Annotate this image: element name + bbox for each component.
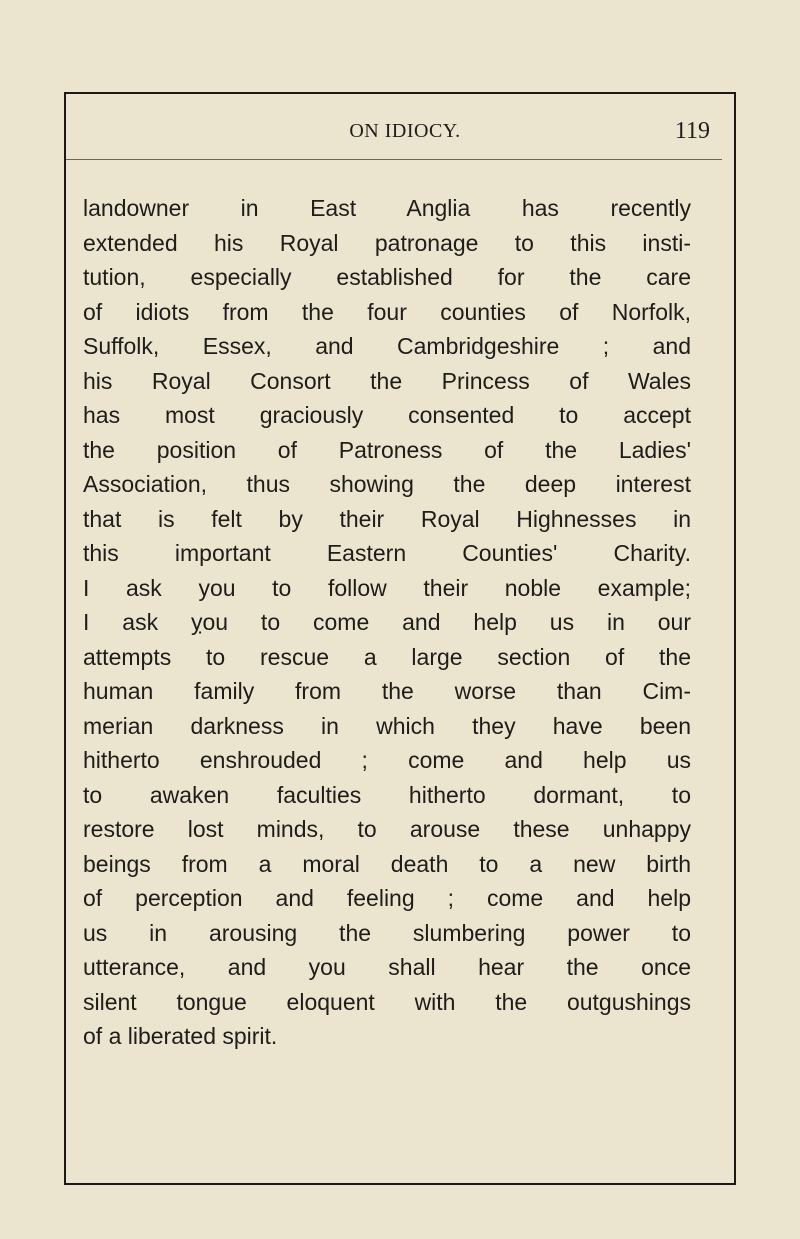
text-line: hitherto enshrouded ; come and help us	[83, 747, 691, 773]
header-divider	[66, 159, 722, 160]
text-line: of idiots from the four counties of Norfolk,	[83, 298, 691, 325]
text-line: Suffolk, Essex, and Cambridgeshire ; and	[83, 333, 691, 359]
text-line: utterance, and you shall hear the once	[83, 954, 691, 980]
text-line: merian darkness in which they have been	[83, 712, 691, 739]
page-border-right	[734, 92, 736, 1185]
page-border-bottom	[64, 1183, 736, 1185]
page-number: 119	[674, 118, 710, 144]
text-line: of a liberated spirit.	[83, 1023, 278, 1049]
text-line: restore lost minds, to arouse these unhappy	[83, 816, 691, 842]
text-line: silent tongue eloquent with the outgushings	[83, 988, 691, 1015]
body-text	[83, 191, 691, 1054]
text-line: his Royal Consort the Princess of Wales	[83, 367, 691, 394]
text-line: landowner in East Anglia has recently	[83, 195, 691, 221]
text-line: that is felt by their Royal Highnesses in	[83, 505, 691, 532]
text-line: has most graciously consented to accept	[83, 402, 691, 428]
page-header	[100, 117, 710, 145]
text-line: beings from a moral death to a new birth	[83, 850, 691, 877]
text-line: I ask ỵou to come and help us in our	[83, 609, 691, 635]
text-line: Association, thus showing the deep interest	[83, 471, 691, 497]
running-head: ON IDIOCY.	[349, 120, 461, 142]
text-line: human family from the worse than Cim-	[83, 678, 691, 704]
text-line: attempts to rescue a large section of the	[83, 643, 691, 670]
text-line: extended his Royal patronage to this insti-	[83, 229, 691, 256]
text-line: the position of Patroness of the Ladies'	[83, 436, 691, 463]
text-line: us in arousing the slumbering power to	[83, 919, 691, 946]
text-line: of perception and feeling ; come and help	[83, 885, 691, 911]
page-border-left	[64, 92, 66, 1185]
text-line: to awaken faculties hitherto dormant, to	[83, 781, 691, 808]
page-border-top	[64, 92, 736, 94]
text-line: I ask you to follow their noble example;	[83, 574, 691, 601]
text-line: this important Eastern Counties' Charity.	[83, 540, 691, 566]
text-line: tution, especially established for the care	[83, 264, 691, 290]
